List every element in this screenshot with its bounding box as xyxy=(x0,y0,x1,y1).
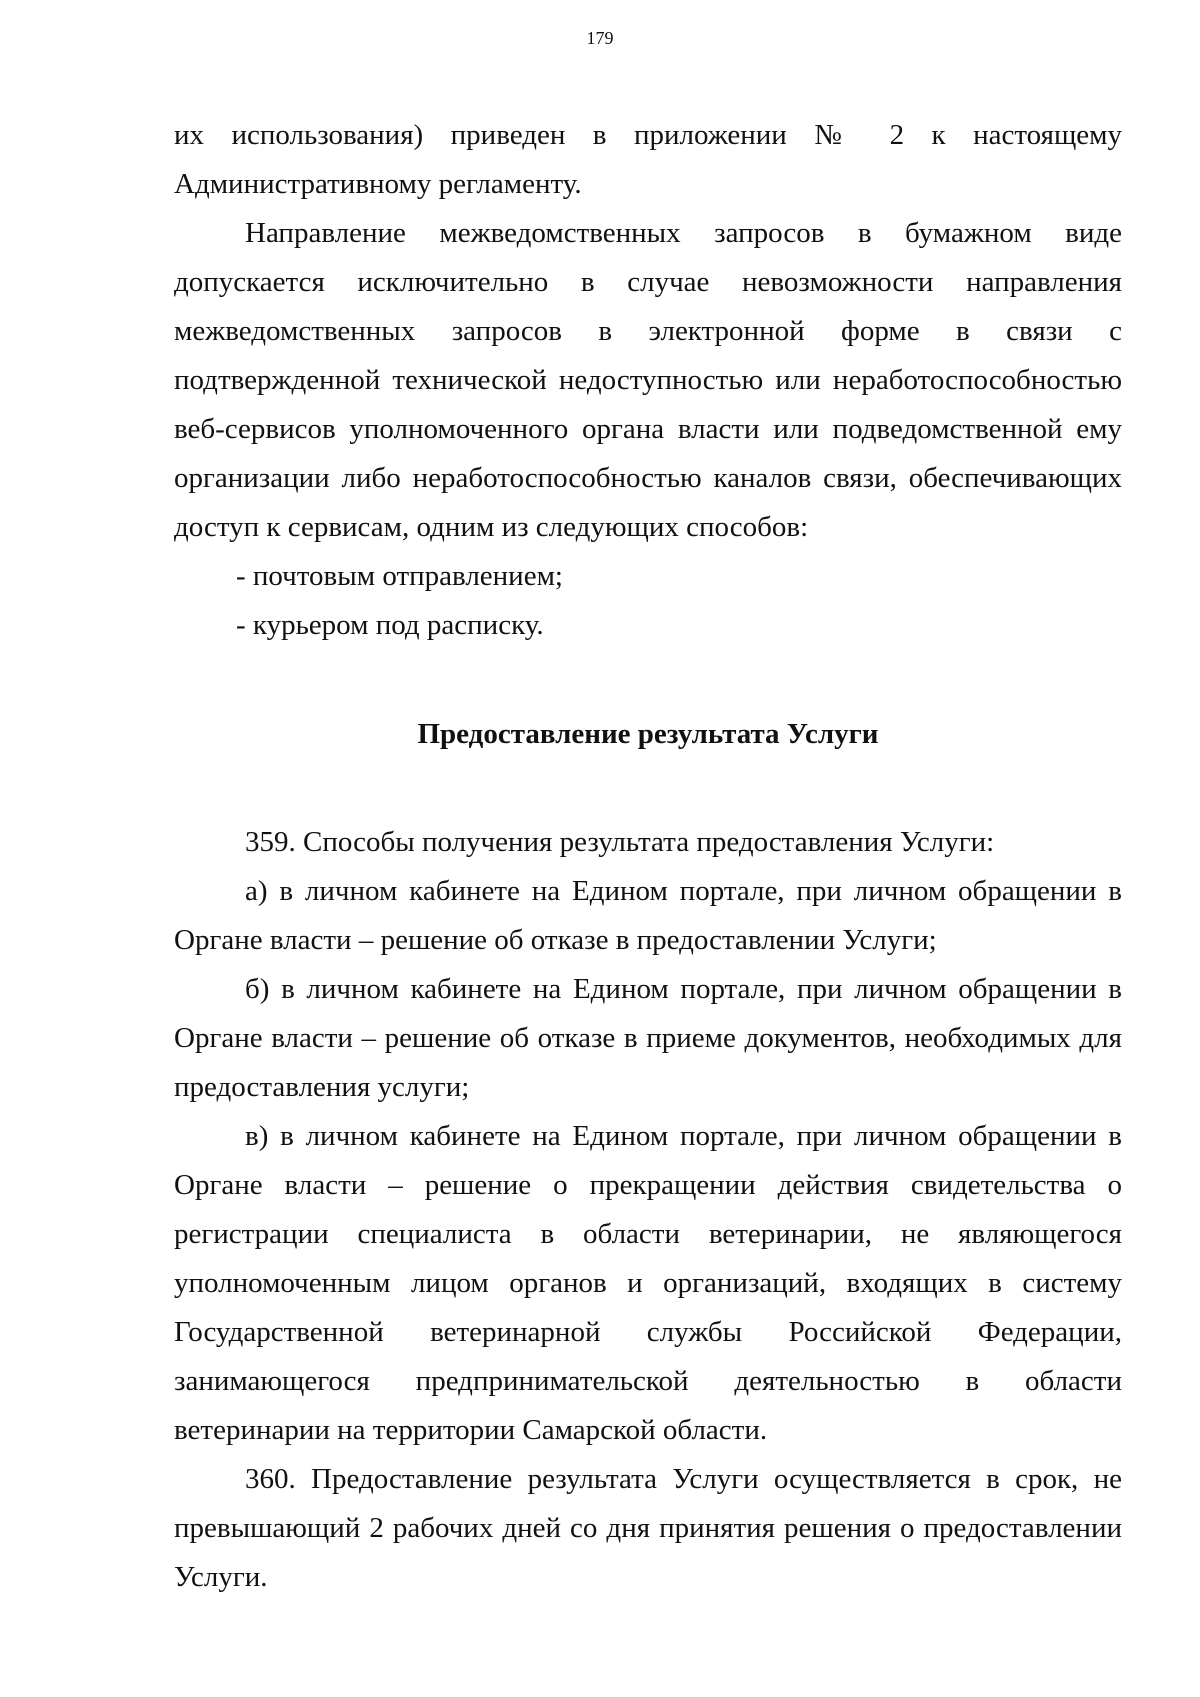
delivery-method-mail: - почтовым отправлением; xyxy=(236,560,563,592)
clause-359-item-a: а) в личном кабинете на Едином портале, при личном обращении в Органе власти – решение об отказе в предоставлении Услуги; xyxy=(174,875,1122,956)
delivery-method-courier: - курьером под расписку. xyxy=(236,609,544,641)
section-heading: Предоставление результата Услуги xyxy=(417,718,879,750)
clause-359-lead: 359. Способы получения результата предоставления Услуги: xyxy=(245,826,995,858)
clause-360: 360. Предоставление результата Услуги осуществляется в срок, не превышающий 2 рабочих дней со дня принятия решения о предоставлении Услуги. xyxy=(174,1463,1122,1593)
clause-359-item-c: в) в личном кабинете на Едином портале, при личном обращении в Органе власти – решение о прекращении действия свидетельства о регистрации специалиста в области ветеринарии, не являющегося уполномоченным лицом органов и организаций, входящих в систему Государственной ветеринарной службы Российской Федерации, занимающегося предпринимательской деятельностью в области ветеринарии на территории Самарской области. xyxy=(174,1120,1122,1446)
intro-continuation-paragraph: их использования) приведен в приложении № 2 к настоящему Административному регламенту. xyxy=(174,119,1122,200)
paper-request-paragraph: Направление межведомственных запросов в бумажном виде допускается исключительно в случае невозможности направления межведомственных запросов в электронной форме в связи с подтвержденной технической недоступностью или неработоспособностью веб-сервисов уполномоченного органа власти или подведомственной ему организации либо неработоспособностью каналов связи, обеспечивающих доступ к сервисам, одним из следующих способов: xyxy=(174,217,1122,543)
document-body xyxy=(174,111,1122,1602)
clause-359-item-b: б) в личном кабинете на Едином портале, при личном обращении в Органе власти – решение об отказе в приеме документов, необходимых для предоставления услуги; xyxy=(174,973,1122,1103)
section-heading-container xyxy=(174,650,1122,818)
page-number: 179 xyxy=(586,28,614,48)
